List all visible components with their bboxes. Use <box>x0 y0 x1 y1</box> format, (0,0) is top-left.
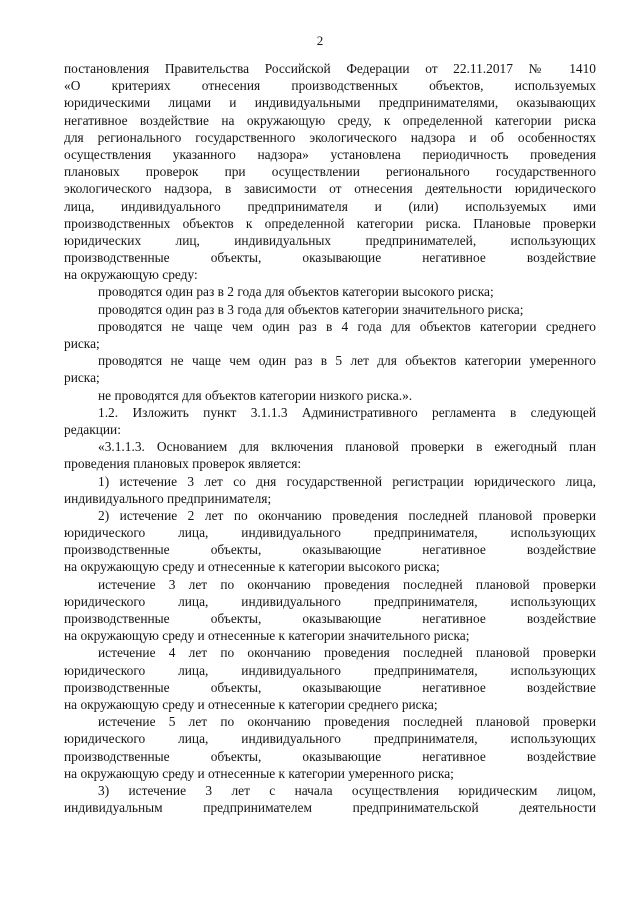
text-line: на окружающую среду и отнесенные к категории умеренного риска; <box>64 765 454 781</box>
text-line: «О критериях отнесения производственных объектов, используемых <box>64 78 596 94</box>
text-line: 2) истечение 2 лет по окончанию проведения последней плановой проверки <box>98 507 596 523</box>
text-line: «3.1.1.3. Основанием для включения плановой проверки в ежегодный план <box>98 439 596 455</box>
text-line: проведения плановых проверок является: <box>64 456 302 472</box>
page-number: 2 <box>316 33 324 48</box>
text-line: истечение 4 лет по окончанию проведения последней плановой проверки <box>98 645 596 661</box>
text-line: истечение 3 лет по окончанию проведения последней плановой проверки <box>98 576 596 592</box>
text-line: проводятся один раз в 2 года для объектов категории высокого риска; <box>98 284 494 300</box>
text-line: не проводятся для объектов категории низкого риска.». <box>98 387 413 403</box>
text-line: юридического лица, индивидуального предпринимателя, использующих <box>64 525 596 541</box>
document-body <box>64 60 596 816</box>
text-line: лица, индивидуального предпринимателя и (или) используемых ими <box>64 198 596 214</box>
text-line: редакции: <box>64 421 121 437</box>
text-line: риска; <box>64 370 100 386</box>
text-line: плановых проверок при осуществлении регионального государственного <box>64 164 596 180</box>
text-line: юридическими лицами и индивидуальными предпринимателями, оказывающих <box>64 95 596 111</box>
text-line: на окружающую среду: <box>64 267 198 283</box>
text-line: экологического надзора, в зависимости от отнесения деятельности юридического <box>64 181 596 197</box>
text-line: на окружающую среду и отнесенные к категории высокого риска; <box>64 559 440 575</box>
text-line: 3) истечение 3 лет с начала осуществления юридическим лицом, <box>98 782 596 798</box>
text-line: постановления Правительства Российской Федерации от 22.11.2017 № 1410 <box>64 61 596 76</box>
text-line: проводятся не чаще чем один раз в 5 лет для объектов категории умеренного <box>98 353 596 369</box>
text-line: проводятся не чаще чем один раз в 4 года для объектов категории среднего <box>98 318 596 334</box>
text-line: для регионального государственного экологического надзора и об особенностях <box>64 129 596 145</box>
text-line: производственные объекты, оказывающие негативное воздействие <box>64 679 596 695</box>
text-line: 1) истечение 3 лет со дня государственной регистрации юридического лица, <box>98 473 596 489</box>
text-line: истечение 5 лет по окончанию проведения последней плановой проверки <box>98 714 596 730</box>
text-line: на окружающую среду и отнесенные к категории среднего риска; <box>64 696 438 712</box>
text-line: юридического лица, индивидуального предпринимателя, использующих <box>64 731 596 747</box>
text-line: юридического лица, индивидуального предпринимателя, использующих <box>64 593 596 609</box>
text-line: индивидуального предпринимателя; <box>64 490 272 506</box>
text-line: юридических лиц, индивидуальных предпринимателей, использующих <box>64 232 596 248</box>
text-line: индивидуальным предпринимателем предпринимательской деятельности <box>64 800 596 816</box>
text-line: производственные объекты, оказывающие негативное воздействие <box>64 542 596 558</box>
text-line: риска; <box>64 336 100 351</box>
text-line: на окружающую среду и отнесенные к категории значительного риска; <box>64 628 470 644</box>
text-line: проводятся один раз в 3 года для объектов категории значительного риска; <box>98 301 524 317</box>
text-line: производственные объекты, оказывающие негативное воздействие <box>64 748 596 764</box>
text-line: осуществления указанного надзора» установлена периодичность проведения <box>64 146 596 162</box>
text-line: производственных объектов к определенной категории риска. Плановые проверки <box>64 215 596 231</box>
text-line: негативное воздействие на окружающую среду, к определенной категории риска <box>64 112 596 128</box>
text-line: производственные объекты, оказывающие негативное воздействие <box>64 611 596 626</box>
text-line: юридического лица, индивидуального предпринимателя, использующих <box>64 662 596 678</box>
text-line: производственные объекты, оказывающие негативное воздействие <box>64 250 596 266</box>
text-line: 1.2. Изложить пункт 3.1.1.3 Административного регламента в следующей <box>98 404 596 420</box>
